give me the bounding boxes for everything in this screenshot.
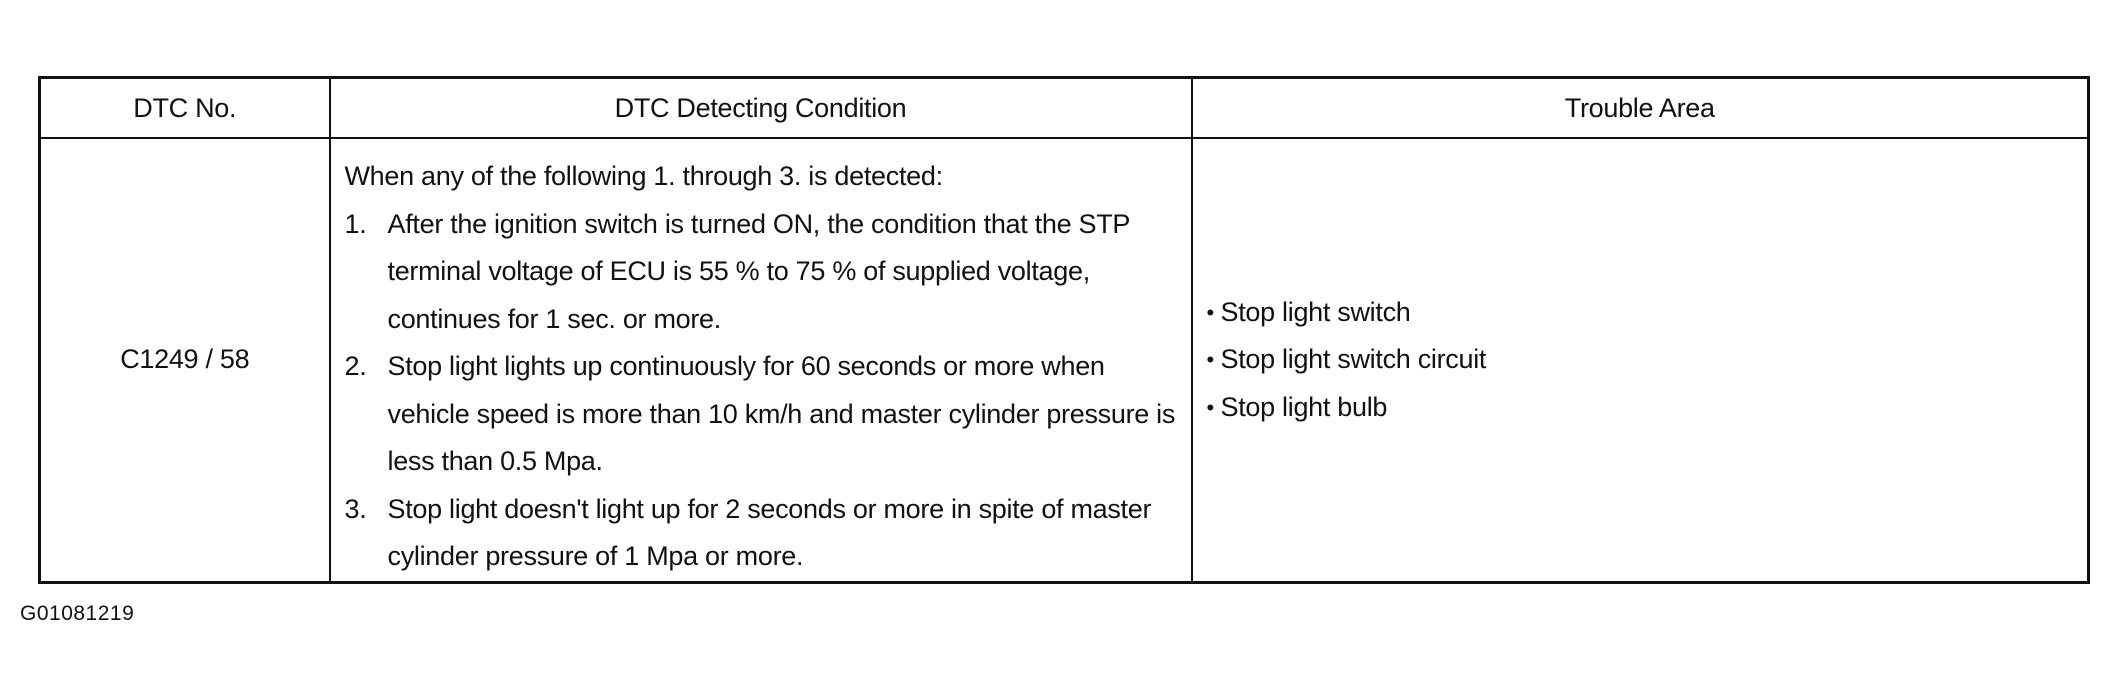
header-dtc-no: DTC No. (40, 78, 330, 139)
condition-item (345, 201, 1177, 344)
condition-number: 3. (344, 493, 367, 524)
condition-item (345, 486, 1177, 581)
trouble-area-list (1207, 289, 2088, 432)
trouble-area-item (1207, 289, 2088, 337)
condition-text: Stop light doesn't light up for 2 seconds or more in spite of master cylinder pressure of 1 Mpa or more. (387, 493, 1152, 571)
header-trouble-area: Trouble Area (1192, 78, 2089, 139)
table-row (40, 138, 2089, 582)
trouble-area-text: Stop light bulb (1220, 391, 1388, 422)
trouble-area-item (1207, 384, 2088, 432)
condition-number: 2. (344, 351, 367, 381)
condition-text: After the ignition switch is turned ON, the condition that the STP terminal voltage of ECU is 55 % to 75 % of supplied voltage, continues for 1 sec. or more. (387, 208, 1130, 334)
trouble-area-text: Stop light switch circuit (1220, 344, 1487, 374)
condition-item (345, 343, 1177, 486)
trouble-area-text: Stop light switch (1220, 296, 1411, 327)
detecting-condition-cell (330, 138, 1192, 582)
dtc-table (38, 76, 2090, 584)
bullet-icon: • (1206, 299, 1214, 325)
trouble-area-item (1207, 336, 2088, 384)
bullet-icon: • (1206, 347, 1214, 372)
header-row (40, 78, 2089, 139)
condition-list (345, 201, 1177, 581)
condition-text: Stop light lights up continuously for 60 seconds or more when vehicle speed is more than 10 km/h and master cylinder pressure is less than 0.5 Mpa. (387, 351, 1176, 476)
condition-number: 1. (344, 208, 367, 239)
bullet-icon: • (1206, 394, 1214, 420)
figure-id: G01081219 (20, 602, 135, 625)
header-detecting-condition: DTC Detecting Condition (330, 78, 1192, 139)
condition-intro: When any of the following 1. through 3. is detected: (344, 161, 943, 191)
trouble-area-cell (1192, 138, 2089, 582)
dtc-code-cell: C1249 / 58 (40, 138, 330, 582)
